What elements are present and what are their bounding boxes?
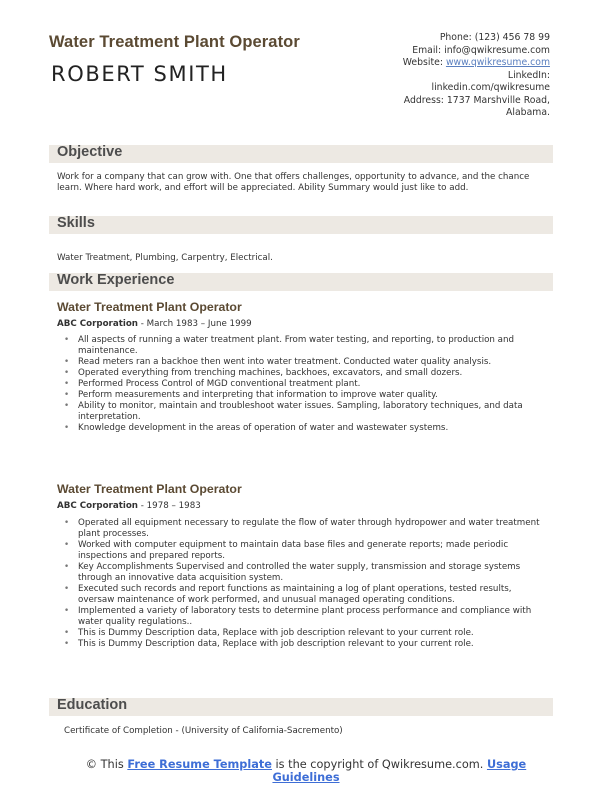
contact-address-line1: 1737 Marshville Road, [446, 94, 550, 106]
header-name: ROBERT SMITH [51, 62, 228, 86]
job-2-bullets [62, 518, 548, 650]
list-item: • Ability to monitor, maintain and troubleshoot water issues. Sampling, laboratory techniques, and data interpretation. [62, 401, 548, 423]
education-heading: Education [57, 697, 128, 713]
footer-copyright: © This [85, 758, 128, 771]
contact-email: info@qwikresume.com [444, 44, 550, 56]
job-2-company: ABC Corporation [57, 501, 138, 511]
job-1-company-line [57, 319, 252, 329]
list-item: • Operated everything from trenching machines, backhoes, excavators, and small dozers. [62, 368, 548, 379]
objective-text: Work for a company that can grow with. One that offers challenges, opportunity to advance, and the chance learn. Where hard work, and effort will be appreciated. Ability Summary would just like to add. [57, 172, 530, 193]
contact-phone-row [310, 32, 550, 45]
job-1-dates: - March 1983 – June 1999 [138, 319, 252, 329]
contact-phone-label: Phone: [439, 32, 472, 43]
contact-address-label: Address: [403, 94, 444, 106]
skills-heading-bar [49, 216, 553, 234]
contact-website-link[interactable]: www.qwikresume.com [445, 57, 550, 68]
list-item: • Read meters ran a backhoe then went into water treatment. Conducted water quality analysis. [62, 357, 548, 368]
usage-guidelines-link-part2[interactable]: Guidelines [272, 771, 340, 784]
footer [50, 758, 562, 784]
list-item: • This is Dummy Description data, Replace with job description relevant to your current role. [62, 639, 548, 650]
skills-heading: Skills [57, 215, 95, 231]
job-2-company-line [57, 501, 201, 511]
job-1-title: Water Treatment Plant Operator [57, 300, 242, 314]
contact-linkedin-label: LinkedIn: [507, 69, 550, 81]
list-item: • Worked with computer equipment to maintain data base files and generate reports; made periodic inspections and prepared reports. [62, 540, 548, 562]
contact-email-label: Email: [412, 44, 442, 56]
list-item: • Implemented a variety of laboratory tests to determine plant process performance and compliance with water quality regulations.. [62, 606, 548, 628]
contact-email-row [310, 45, 550, 58]
job-2-dates: - 1978 – 1983 [138, 501, 201, 511]
usage-guidelines-link-part1[interactable]: Usage [486, 758, 527, 771]
list-item: • Knowledge development in the areas of operation of water and wastewater systems. [62, 423, 548, 434]
list-item: • Operated all equipment necessary to regulate the flow of water through hydropower and water treatment plant processes. [62, 518, 548, 540]
footer-middle-text: is the copyright of Qwikresume.com. [271, 758, 487, 771]
contact-block [310, 32, 550, 120]
list-item: • Perform measurements and interpreting that information to improve water quality. [62, 390, 548, 401]
free-resume-template-link[interactable]: Free Resume Template [127, 758, 272, 771]
objective-heading: Objective [57, 144, 123, 160]
education-text: Certificate of Completion - (University of California-Sacremento) [64, 726, 343, 736]
job-1-company: ABC Corporation [57, 319, 138, 329]
header-job-title: Water Treatment Plant Operator [49, 33, 300, 51]
list-item: • This is Dummy Description data, Replace with job description relevant to your current role. [62, 628, 548, 639]
job-2-title: Water Treatment Plant Operator [57, 482, 242, 496]
skills-text: Water Treatment, Plumbing, Carpentry, Electrical. [57, 253, 273, 263]
job-1-bullets [62, 335, 548, 434]
list-item: • Executed such records and report functions as maintaining a log of plant operations, tested results, oversaw maintenance of work performed, and unusual managed operating conditions. [62, 584, 548, 606]
work-heading: Work Experience [57, 272, 175, 288]
contact-address-line2: Alabama. [506, 107, 550, 118]
list-item: • Performed Process Control of MGD conventional treatment plant. [62, 379, 548, 390]
contact-address-row [310, 95, 550, 108]
contact-website-row [310, 57, 550, 70]
contact-website-label: Website: [402, 57, 443, 68]
list-item: • Key Accomplishments Supervised and controlled the water supply, transmission and storage systems through an innovative data acquisition system. [62, 562, 548, 584]
contact-linkedin: linkedin.com/qwikresume [431, 82, 550, 93]
list-item: • All aspects of running a water treatment plant. From water testing, and reporting, to production and maintenance. [62, 335, 548, 357]
contact-phone: (123) 456 78 99 [474, 32, 550, 43]
objective-heading-bar [49, 145, 553, 163]
